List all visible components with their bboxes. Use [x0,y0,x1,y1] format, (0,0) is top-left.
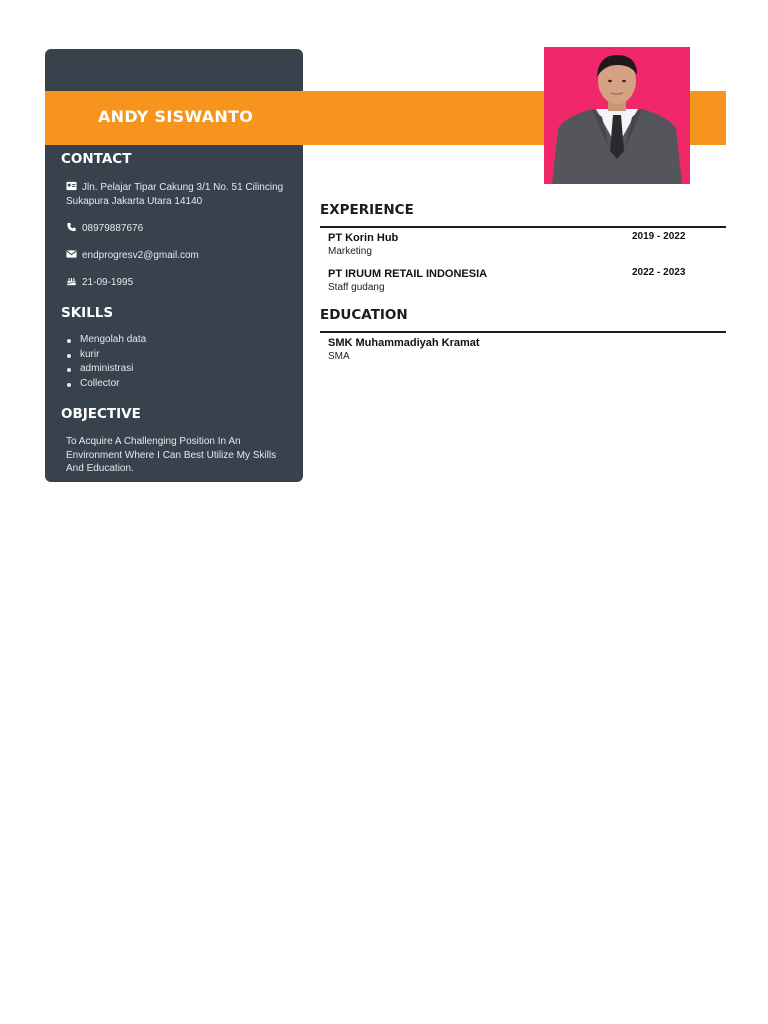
contact-email [66,249,286,263]
phone-text: 08979887676 [82,223,144,234]
skill-item: Collector [66,377,146,392]
objective-text: To Acquire A Challenging Position In An Environment Where I Can Best Utilize My Skills And Education. [66,436,277,474]
experience-company: PT IRUUM RETAIL INDONESIA [328,268,488,280]
education-divider [320,331,726,333]
contact-phone [66,222,286,236]
contact-heading: CONTACT [61,151,132,167]
contact-birthday [66,276,286,290]
address-text: Jln. Pelajar Tipar Cakung 3/1 No. 51 Cilincing Sukapura Jakarta Utara 14140 [66,182,284,207]
experience-role: Staff gudang [328,282,385,293]
candidate-name: ANDY SISWANTO [98,107,254,126]
experience-period: 2019 - 2022 [632,231,686,242]
skills-heading: SKILLS [61,305,114,321]
profile-photo [544,47,690,184]
experience-role: Marketing [328,246,372,257]
contact-address [66,181,286,209]
birthday-cake-icon [66,276,77,286]
birthday-text: 21-09-1995 [82,277,134,288]
skills-list [66,333,146,391]
email-text: endprogresv2@gmail.com [82,250,199,261]
experience-heading: EXPERIENCE [320,202,414,218]
person-portrait-icon [544,47,690,184]
skill-item: kurir [66,348,146,363]
experience-period: 2022 - 2023 [632,267,686,278]
education-heading: EDUCATION [320,307,408,323]
experience-divider [320,226,726,228]
education-school: SMK Muhammadiyah Kramat [328,337,480,349]
skill-item: Mengolah data [66,333,146,348]
objective-heading: OBJECTIVE [61,406,141,422]
skill-item: administrasi [66,362,146,377]
envelope-icon [66,249,77,259]
education-level: SMA [328,351,350,362]
experience-company: PT Korin Hub [328,232,399,244]
phone-icon [66,222,77,232]
id-card-icon [66,181,77,191]
